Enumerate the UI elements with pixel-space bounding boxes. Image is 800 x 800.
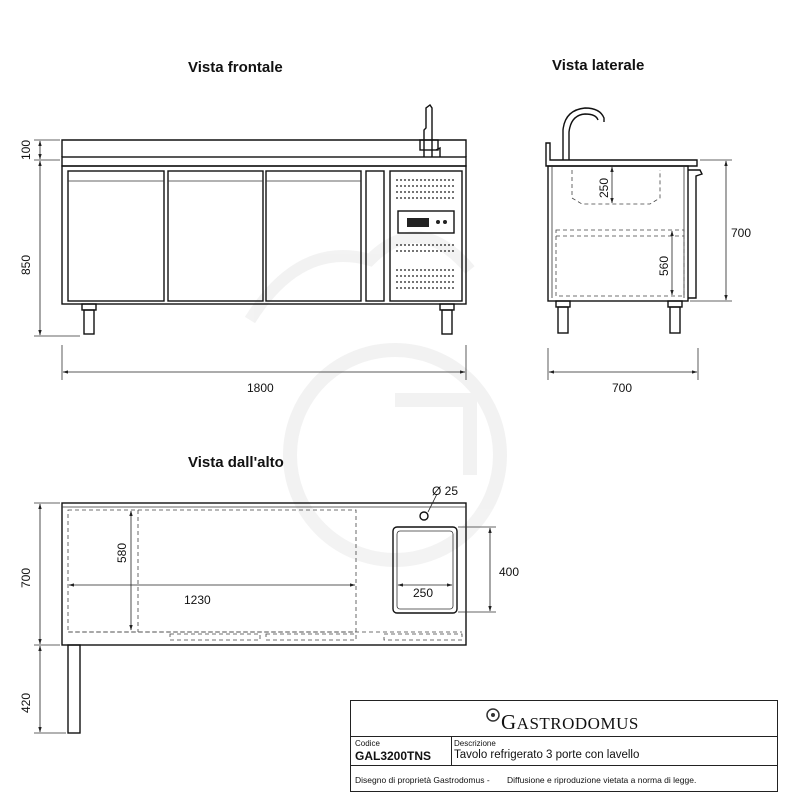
product-description: Tavolo refrigerato 3 porte con lavello bbox=[454, 749, 640, 761]
dim-top-depth: 700 bbox=[19, 567, 33, 588]
title-block-footer bbox=[351, 765, 777, 793]
footer-ownership: Disegno di proprietà Gastrodomus - bbox=[355, 775, 490, 785]
product-code: GAL3200TNS bbox=[355, 749, 432, 763]
code-label: Codice bbox=[355, 739, 380, 748]
side-view bbox=[546, 108, 751, 395]
front-faucet bbox=[420, 105, 440, 157]
brand-header bbox=[351, 701, 777, 737]
dim-side-inner: 560 bbox=[657, 255, 671, 276]
dim-side-basin: 250 bbox=[597, 177, 611, 198]
side-view-title: Vista laterale bbox=[552, 57, 645, 74]
dim-top-basin-width: 250 bbox=[413, 586, 434, 600]
footer-copyright: Diffusione e riproduzione vietata a norma di legge. bbox=[507, 775, 697, 785]
brand-logo-icon bbox=[485, 707, 501, 723]
dim-side-height: 700 bbox=[731, 226, 752, 240]
dim-side-width: 700 bbox=[612, 381, 633, 395]
front-view-title: Vista frontale bbox=[188, 59, 283, 76]
top-view-title: Vista dall'alto bbox=[188, 454, 284, 471]
description-label: Descrizione bbox=[454, 739, 496, 748]
dim-front-top: 100 bbox=[19, 139, 33, 160]
title-block-divider bbox=[451, 737, 452, 765]
dim-front-height: 850 bbox=[19, 254, 33, 275]
dim-top-inner-width: 1230 bbox=[184, 593, 211, 607]
dim-front-width: 1800 bbox=[247, 381, 274, 395]
dim-top-leg: 420 bbox=[19, 692, 33, 713]
title-block bbox=[350, 700, 778, 792]
brand-name: GASTRODOMUS bbox=[501, 710, 639, 734]
top-view bbox=[19, 484, 519, 733]
dim-top-hole: Ø 25 bbox=[432, 484, 459, 498]
dim-top-inner-depth: 580 bbox=[115, 542, 129, 563]
dim-top-basin-depth: 400 bbox=[499, 565, 520, 579]
